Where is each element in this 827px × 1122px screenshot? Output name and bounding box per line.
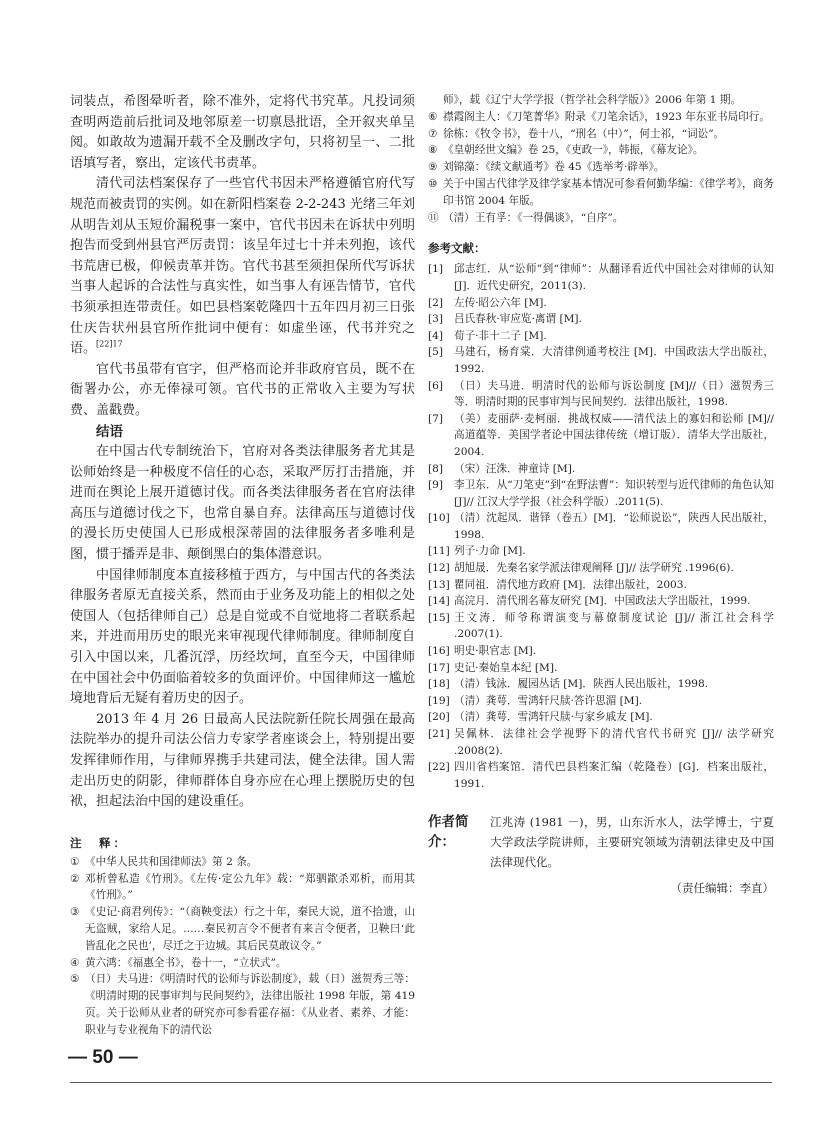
reference-text: （清）沈起凤．谐铎（卷五）[M]．“讼师说讼”，陕西人民出版社，1998. — [454, 512, 774, 541]
reference-item — [428, 709, 774, 726]
reference-text: 马建石，杨育棠．大清律例通考校注 [M]．中国政法大学出版社，1992. — [454, 346, 774, 375]
reference-text: 左传·昭公六年 [M]. — [454, 296, 547, 309]
reference-number: [22] — [428, 761, 450, 774]
reference-number: [17] — [428, 661, 450, 674]
reference-item — [428, 461, 774, 478]
footnote — [70, 971, 415, 1038]
section-title: 结语 — [96, 423, 123, 440]
footnote-text: （日）夫马进：《明清时代的讼师与诉讼制度》，载（日）滋贺秀三等：《明清时期的民事审判与民间契约》，法律出版社 1998 年版，第 419 页。关于讼师从业者的研究亦可参看霍存福：《从业者、素养、才能：职业与专业视角下的清代讼 — [85, 973, 415, 1036]
body-paragraph: 官代书虽带有官字，但严格而论并非政府官员，既不在衙署办公，亦无俸禄可领。官代书的正常收入主要为写状费、盖戳费。 — [70, 361, 415, 418]
right-column — [428, 92, 774, 896]
reference-text: 四川省档案馆．清代巴县档案汇编（乾隆卷）[G]．档案出版社，1991. — [454, 761, 774, 790]
footnote — [70, 871, 415, 905]
reference-text: 吴佩林．法律社会学视野下的清代官代书研究 [J]// 法学研究 .2008(2). — [454, 728, 774, 757]
notes-list — [70, 854, 415, 1039]
footnote-number: ⑨ — [428, 161, 438, 174]
footnote-number: ⑪ — [428, 211, 439, 224]
reference-text: 史记·秦始皇本纪 [M]. — [454, 661, 558, 674]
notes-continued — [428, 92, 774, 226]
footnote-text: 师》，载《辽宁大学学报（哲学社会科学版）》2006 年第 1 期。 — [443, 94, 742, 106]
footnote-number: ③ — [70, 906, 80, 919]
reference-number: [7] — [428, 412, 444, 425]
footnote — [428, 126, 774, 143]
notes-title: 注 释： — [70, 835, 128, 850]
footnote-number: ④ — [70, 956, 80, 969]
footnote-text: 黄六鸿：《福惠全书》，卷十一，“立状式”。 — [85, 956, 287, 969]
reference-number: [3] — [428, 313, 444, 326]
reference-number: [9] — [428, 479, 444, 492]
footnote-number: ⑩ — [428, 177, 438, 190]
reference-text: 瞿同祖．清代地方政府 [M]．法律出版社，2003. — [454, 578, 687, 591]
reference-item — [428, 510, 774, 543]
reference-number: [10] — [428, 512, 450, 525]
author-bio-label: 作者简介： — [428, 814, 469, 851]
reference-item — [428, 577, 774, 594]
footnote-number: ⑦ — [428, 127, 438, 140]
reference-item — [428, 643, 774, 660]
reference-item — [428, 344, 774, 377]
page-number: — 50 — — [68, 1047, 138, 1068]
footnote-number: ② — [70, 872, 80, 885]
reference-number: [21] — [428, 728, 450, 740]
reference-number: [2] — [428, 296, 444, 309]
reference-text: （美）麦丽萨·麦柯丽．挑战权威——清代法上的寡妇和讼师 [M]// 高道蕴等．美国学者论中国法律传统（增订版）．清华大学出版社，2004. — [454, 412, 774, 458]
body-paragraph: 中国律师制度本直接移植于西方，与中国古代的各类法律服务者原无直接关系，然而由于业务及功能上的相似之处使国人（包括律师自己）总是自觉或不自觉地将二者联系起来，并进而用历史的眼光来审视现代律师制度。律师制度自引入中国以来，几番沉浮，历经坎坷，直至今天，中国律师在中国社会中仍面临着较多的负面评价。中国律师这一尴尬境地背后无疑有着历史的因子。 — [70, 567, 415, 707]
reference-text: （宋）汪洙．神童诗 [M]. — [454, 462, 576, 475]
reference-number: [5] — [428, 346, 444, 359]
reference-number: [18] — [428, 678, 450, 691]
reference-item — [428, 311, 774, 328]
footnote — [428, 92, 774, 109]
footnote — [428, 210, 774, 227]
reference-number: [6] — [428, 379, 444, 392]
footnote-text: 刘锦藻：《续文献通考》卷 45《选举考·辟举》。 — [443, 161, 665, 174]
footnote — [428, 142, 774, 159]
reference-item — [428, 411, 774, 461]
reference-item — [428, 593, 774, 610]
footnote-text: 徐栋：《牧令书》，卷十八，“刑名（中）”，何士祁，“词讼”。 — [443, 127, 725, 140]
reference-text: （清）龚萼．雪鸿轩尺牍·与家乡戚友 [M]. — [454, 711, 653, 724]
footnote-number: ⑧ — [428, 144, 438, 157]
left-column — [70, 92, 415, 1039]
reference-number: [12] — [428, 562, 450, 575]
footnote — [70, 854, 415, 871]
footnote-number: ⑤ — [70, 973, 80, 986]
reference-item — [428, 378, 774, 411]
reference-text: 高浣月．清代刑名幕友研究 [M]．中国政法大学出版社，1999. — [454, 595, 751, 608]
citation-marker: [22]17 — [96, 339, 123, 349]
footnote-number — [428, 92, 443, 109]
reference-number: [15] — [428, 611, 450, 624]
reference-text: （日）夫马进．明清时代的讼师与诉讼制度 [M]//（日）滋贺秀三等．明清时期的民事审判与民间契约．法律出版社，1998. — [454, 379, 774, 409]
body-paragraph — [70, 174, 415, 359]
footnote-text: （清）王有孚：《一得偶谈》，“自序”。 — [443, 211, 624, 224]
footnote-text: 邓析曾私造《竹刑》。《左传·定公九年》载：“郑驷歂杀邓析，而用其《竹刑》。” — [85, 872, 415, 902]
reference-item — [428, 295, 774, 312]
reference-number: [14] — [428, 595, 450, 608]
reference-item — [428, 543, 774, 560]
footnote — [70, 955, 415, 972]
footnote-text: 《皇朝经世文编》卷 25，《吏政一》，韩振，《幕友论》。 — [443, 144, 704, 157]
reference-item — [428, 660, 774, 677]
footnote-text: 《史记·商君列传》：“（商鞅变法）行之十年，秦民大说，道不拾遗，山无盗贼，家给人足。……秦民初言令不便者有来言令便者，卫鞅曰‘此皆乱化之民也’，尽迁之于边城。其后民莫敢议令。” — [85, 906, 415, 952]
reference-number: [1] — [428, 263, 444, 276]
author-bio — [428, 812, 774, 872]
reference-item — [428, 759, 774, 792]
body-paragraph: 词装点，希图晕听者，除不准外，定将代书究革。凡投词须查明两造前后批词及地邻原差一切禀恳批语，全开叙夹单呈阅。如敢故为遗漏开载不全及删改字句，只将初呈一、二批语填写者，察出，定该代书责革。 — [70, 94, 415, 171]
responsible-editor: （责任编辑：李直） — [670, 881, 774, 896]
body-paragraph: 在中国古代专制统治下，官府对各类法律服务者尤其是讼师始终是一种极度不信任的心态，采取严厉打击措施，并进而在舆论上展开道德讨伐。而各类法律服务者在官府法律高压与道德讨伐之下，也常自暴自弃。法律高压与道德讨伐的漫长历史使国人已形成根深蒂固的法律服务者多唯利是图，惯于播弄是非、颠倒黑白的集体潜意识。 — [70, 444, 415, 563]
footer-rule — [70, 1082, 772, 1083]
reference-item — [428, 477, 774, 510]
reference-text: 胡旭晟．先秦名家学派法律观阐释 [J]// 法学研究 .1996(6). — [454, 562, 734, 575]
reference-text: 列子·力命 [M]. — [454, 545, 526, 558]
author-bio-text: 江兆涛 (1981 －)，男，山东沂水人，法学博士，宁夏大学政法学院讲师，主要研究领域为清朝法律史及中国法律现代化。 — [490, 815, 774, 870]
footnote-number: ① — [70, 855, 80, 868]
reference-item — [428, 261, 774, 294]
reference-text: （清）龚萼．雪鸿轩尺牍·答许思湄 [M]. — [454, 694, 643, 707]
footnote-text: 《中华人民共和国律师法》第 2 条。 — [85, 855, 258, 868]
footnote — [428, 176, 774, 210]
body-paragraph: 2013 年 4 月 26 日最高人民法院新任院长周强在最高法院举办的提升司法公信力专家学者座谈会上，特别提出要发挥律师作用，与律师界携手共建司法，健全法律。国人需走出历史的阴影，律师群体自身亦应在心理上摆脱历史的包袱，担起法治中国的建设重任。 — [70, 711, 415, 810]
reference-item — [428, 328, 774, 345]
reference-text: 明史·职官志 [M]. — [454, 645, 537, 658]
paragraph-text: 清代司法档案保存了一些官代书因未严格遵循官府代写规范而被责罚的实例。如在新阳档案卷 2-2-243 光绪三年刘从明告刘从玉短价漏税事一案中，官代书因未在诉状中列明抱告而受到州县官严厉责罚：该呈年过七十并未列抱，该代书荒唐已极，仰候责革并饬。官代书甚至须担保所代写诉状当事人起诉的合法性与真实性，如当事人有诬告情节，官代书须承担连带责任。如巴县档案乾隆四十五年四月初三日张仕庆告状州县官所作批词中便有：如虚坐诬，代书并究之语。 — [70, 176, 415, 357]
reference-text: 王文涛．师爷称谓演变与幕僚制度试论 [J]// 浙江社会科学 .2007(1). — [454, 611, 774, 641]
reference-item — [428, 693, 774, 710]
reference-text: 李卫东．从“刀笔吏”到“在野法曹”：知识转型与近代律师的角色认知 [J]// 江汉大学学报（社会科学版）.2011(5). — [454, 479, 774, 508]
references-title: 参考文献： — [428, 241, 486, 256]
reference-item — [428, 610, 774, 643]
reference-text: 邱志红．从“讼师”到“律师”：从翻译看近代中国社会对律师的认知 [J]．近代史研究，2011(3). — [454, 263, 774, 292]
reference-number: [16] — [428, 645, 450, 658]
reference-item — [428, 676, 774, 693]
reference-item — [428, 726, 774, 759]
footnote-text: 关于中国古代律学及律学家基本情况可参看何勤华编：《律学考》，商务印书馆 2004 年版。 — [443, 177, 774, 207]
footnote — [70, 904, 415, 954]
reference-item — [428, 560, 774, 577]
reference-text: 吕氏春秋·审应览·离谓 [M]. — [454, 313, 582, 326]
footnote — [428, 159, 774, 176]
reference-number: [8] — [428, 462, 444, 475]
footnote — [428, 109, 774, 126]
references-list — [428, 261, 774, 792]
reference-number: [20] — [428, 711, 450, 724]
reference-text: 荀子·非十二子 [M]. — [454, 329, 547, 342]
reference-text: （清）钱泳．履园丛话 [M]．陕西人民出版社，1998. — [454, 678, 709, 691]
reference-number: [13] — [428, 578, 450, 591]
reference-number: [4] — [428, 329, 444, 342]
footnote-number: ⑥ — [428, 110, 438, 123]
footnote-text: 襟霞阁主人：《刀笔菁华》附录《刀笔余话》，1923 年东亚书局印行。 — [443, 110, 770, 123]
reference-number: [11] — [428, 545, 450, 558]
reference-number: [19] — [428, 694, 450, 707]
